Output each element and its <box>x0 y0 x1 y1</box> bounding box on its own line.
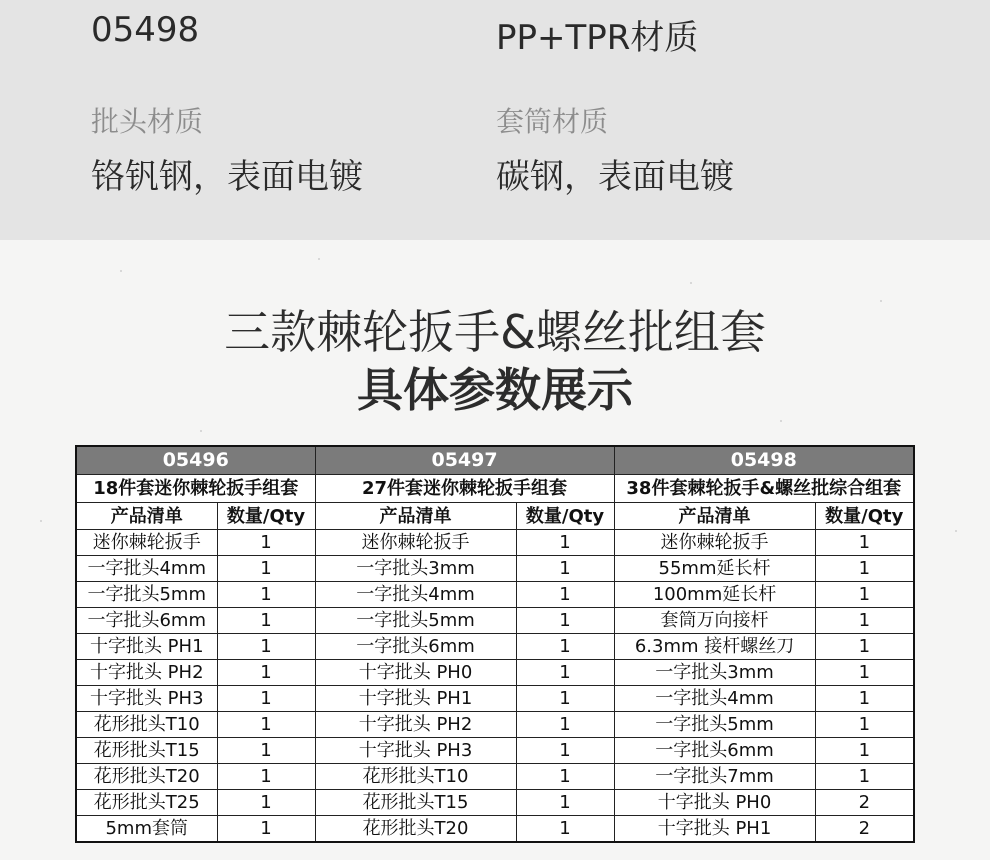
item-cell: 花形批头T10 <box>76 712 217 738</box>
table-row <box>76 634 914 660</box>
handle-material-value: PP+TPR材质 <box>496 18 699 58</box>
qty-cell: 1 <box>815 738 914 764</box>
qty-cell: 1 <box>815 634 914 660</box>
qty-cell: 1 <box>217 686 315 712</box>
qty-cell: 1 <box>815 686 914 712</box>
qty-cell: 1 <box>516 634 614 660</box>
qty-cell: 1 <box>217 790 315 816</box>
table-row <box>76 712 914 738</box>
qty-cell: 1 <box>516 582 614 608</box>
item-cell: 十字批头 PH0 <box>614 790 815 816</box>
qty-cell: 1 <box>815 764 914 790</box>
item-cell: 十字批头 PH2 <box>315 712 516 738</box>
item-cell: 迷你棘轮扳手 <box>76 530 217 556</box>
item-cell: 十字批头 PH1 <box>315 686 516 712</box>
qty-cell: 1 <box>516 764 614 790</box>
column-header-qty: 数量/Qty <box>217 503 315 530</box>
table-row <box>76 608 914 634</box>
bit-material-label: 批头材质 <box>91 105 204 138</box>
column-header-row <box>76 503 914 530</box>
item-cell: 一字批头3mm <box>315 556 516 582</box>
set-name-row <box>76 475 914 503</box>
qty-cell: 1 <box>217 634 315 660</box>
qty-cell: 1 <box>516 816 614 843</box>
table-row <box>76 738 914 764</box>
item-cell: 十字批头 PH3 <box>76 686 217 712</box>
column-header-qty: 数量/Qty <box>516 503 614 530</box>
qty-cell: 1 <box>217 764 315 790</box>
item-cell: 一字批头6mm <box>614 738 815 764</box>
item-cell: 套筒万向接杆 <box>614 608 815 634</box>
column-header-item: 产品清单 <box>76 503 217 530</box>
qty-cell: 1 <box>516 660 614 686</box>
qty-cell: 1 <box>217 556 315 582</box>
qty-cell: 1 <box>217 738 315 764</box>
qty-cell: 1 <box>815 608 914 634</box>
set-name: 27件套迷你棘轮扳手组套 <box>315 475 614 503</box>
item-cell: 一字批头7mm <box>614 764 815 790</box>
headline-subtitle: 具体参数展示 <box>357 363 633 417</box>
table-row <box>76 530 914 556</box>
qty-cell: 2 <box>815 816 914 843</box>
qty-cell: 1 <box>815 660 914 686</box>
item-cell: 十字批头 PH1 <box>76 634 217 660</box>
item-cell: 6.3mm 接杆螺丝刀 <box>614 634 815 660</box>
qty-cell: 1 <box>516 556 614 582</box>
qty-cell: 1 <box>217 816 315 843</box>
item-cell: 一字批头5mm <box>76 582 217 608</box>
item-cell: 花形批头T20 <box>76 764 217 790</box>
table-row <box>76 816 914 843</box>
qty-cell: 1 <box>516 738 614 764</box>
item-cell: 一字批头6mm <box>76 608 217 634</box>
item-cell: 十字批头 PH0 <box>315 660 516 686</box>
item-cell: 迷你棘轮扳手 <box>614 530 815 556</box>
column-header-qty: 数量/Qty <box>815 503 914 530</box>
qty-cell: 1 <box>815 712 914 738</box>
column-header-item: 产品清单 <box>315 503 516 530</box>
item-cell: 十字批头 PH2 <box>76 660 217 686</box>
item-cell: 一字批头5mm <box>315 608 516 634</box>
qty-cell: 1 <box>516 608 614 634</box>
qty-cell: 1 <box>516 530 614 556</box>
socket-material-label: 套筒材质 <box>496 105 609 138</box>
item-cell: 一字批头6mm <box>315 634 516 660</box>
set-code: 05497 <box>315 446 614 475</box>
table-row <box>76 556 914 582</box>
qty-cell: 2 <box>815 790 914 816</box>
qty-cell: 1 <box>217 712 315 738</box>
table-row <box>76 790 914 816</box>
table-body <box>76 530 914 843</box>
item-cell: 55mm延长杆 <box>614 556 815 582</box>
table-row <box>76 686 914 712</box>
specs-panel <box>0 0 990 240</box>
item-cell: 5mm套筒 <box>76 816 217 843</box>
qty-cell: 1 <box>516 686 614 712</box>
qty-cell: 1 <box>815 556 914 582</box>
item-cell: 一字批头5mm <box>614 712 815 738</box>
column-header-item: 产品清单 <box>614 503 815 530</box>
item-cell: 一字批头4mm <box>614 686 815 712</box>
qty-cell: 1 <box>516 790 614 816</box>
set-name: 38件套棘轮扳手&螺丝批综合组套 <box>614 475 914 503</box>
headline-title: 三款棘轮扳手&螺丝批组套 <box>224 305 766 359</box>
item-cell: 十字批头 PH1 <box>614 816 815 843</box>
item-cell: 花形批头T15 <box>315 790 516 816</box>
item-cell: 迷你棘轮扳手 <box>315 530 516 556</box>
qty-cell: 1 <box>815 530 914 556</box>
qty-cell: 1 <box>516 712 614 738</box>
item-cell: 十字批头 PH3 <box>315 738 516 764</box>
item-cell: 花形批头T20 <box>315 816 516 843</box>
socket-material-value: 碳钢，表面电镀 <box>496 157 734 197</box>
item-cell: 100mm延长杆 <box>614 582 815 608</box>
set-name: 18件套迷你棘轮扳手组套 <box>76 475 315 503</box>
set-code: 05496 <box>76 446 315 475</box>
item-cell: 花形批头T10 <box>315 764 516 790</box>
item-cell: 花形批头T25 <box>76 790 217 816</box>
parameter-table <box>75 445 915 843</box>
qty-cell: 1 <box>217 582 315 608</box>
item-cell: 花形批头T15 <box>76 738 217 764</box>
table-row <box>76 582 914 608</box>
set-code: 05498 <box>614 446 914 475</box>
table-row <box>76 764 914 790</box>
set-code-row <box>76 446 914 475</box>
qty-cell: 1 <box>217 660 315 686</box>
model-number: 05498 <box>91 10 200 50</box>
table-row <box>76 660 914 686</box>
item-cell: 一字批头4mm <box>76 556 217 582</box>
bit-material-value: 铬钒钢，表面电镀 <box>91 157 363 197</box>
qty-cell: 1 <box>815 582 914 608</box>
qty-cell: 1 <box>217 530 315 556</box>
item-cell: 一字批头4mm <box>315 582 516 608</box>
qty-cell: 1 <box>217 608 315 634</box>
item-cell: 一字批头3mm <box>614 660 815 686</box>
